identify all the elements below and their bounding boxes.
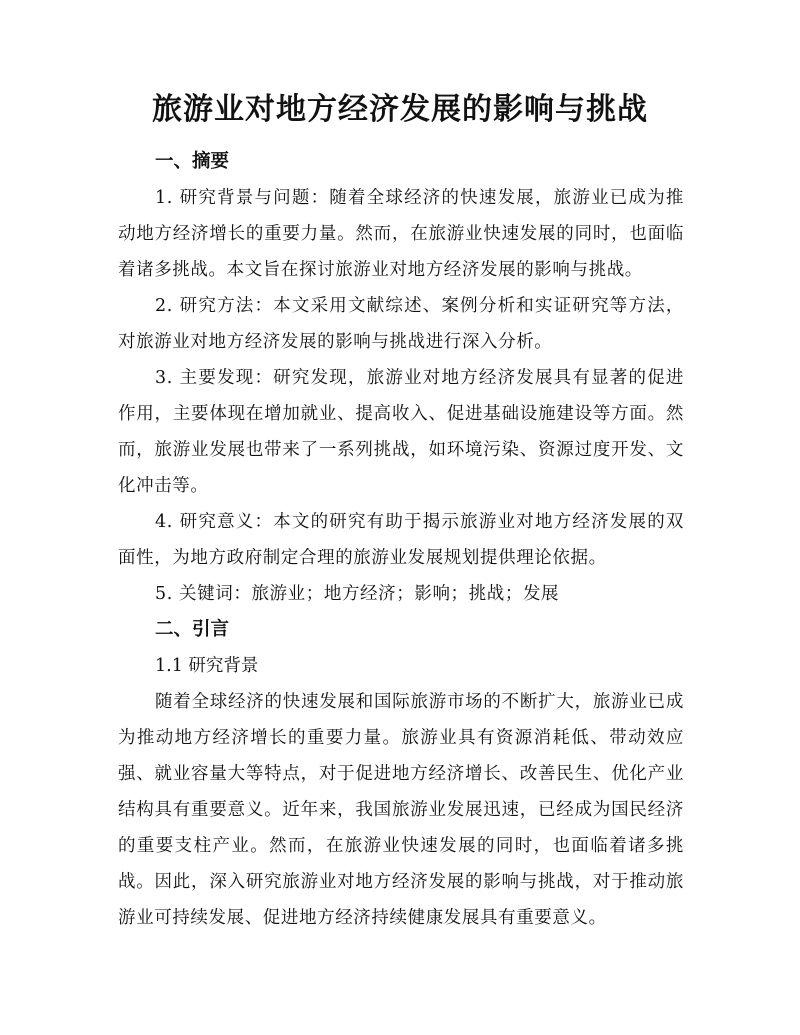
abstract-item-findings: 3. 主要发现：研究发现，旅游业对地方经济发展具有显著的促进作用，主要体现在增加就业、提高收入、促进基础设施建设等方面。然而，旅游业发展也带来了一系列挑战，如环境污染、资源过度开发、文化冲击等。: [118, 368, 684, 496]
introduction-paragraph: 随着全球经济的快速发展和国际旅游市场的不断扩大，旅游业已成为推动地方经济增长的重要力量。旅游业具有资源消耗低、带动效应强、就业容量大等特点，对于促进地方经济增长、改善民生、优化产业结构具有重要意义。近年来，我国旅游业发展迅速，已经成为国民经济的重要支柱产业。然而，在旅游业快速发展的同时，也面临着诸多挑战。因此，深入研究旅游业对地方经济发展的影响与挑战，对于推动旅游业可持续发展、促进地方经济持续健康发展具有重要意义。: [118, 692, 684, 928]
section-heading-abstract: 一、摘要: [155, 151, 230, 172]
document-title: 旅游业对地方经济发展的影响与挑战: [152, 92, 648, 127]
section-heading-introduction: 二、引言: [155, 619, 230, 640]
document-body: [118, 144, 684, 936]
abstract-item-keywords: 5. 关键词：旅游业；地方经济；影响；挑战；发展: [155, 584, 560, 604]
abstract-item-background: 1. 研究背景与问题：随着全球经济的快速发展，旅游业已成为推动地方经济增长的重要力量。然而，在旅游业快速发展的同时，也面临着诸多挑战。本文旨在探讨旅游业对地方经济发展的影响与挑战。: [118, 188, 684, 280]
subsection-heading-background: 1.1 研究背景: [155, 656, 259, 676]
abstract-item-methods: 2. 研究方法：本文采用文献综述、案例分析和实证研究等方法，对旅游业对地方经济发展的影响与挑战进行深入分析。: [118, 296, 684, 352]
abstract-item-significance: 4. 研究意义：本文的研究有助于揭示旅游业对地方经济发展的双面性，为地方政府制定合理的旅游业发展规划提供理论依据。: [118, 512, 684, 568]
